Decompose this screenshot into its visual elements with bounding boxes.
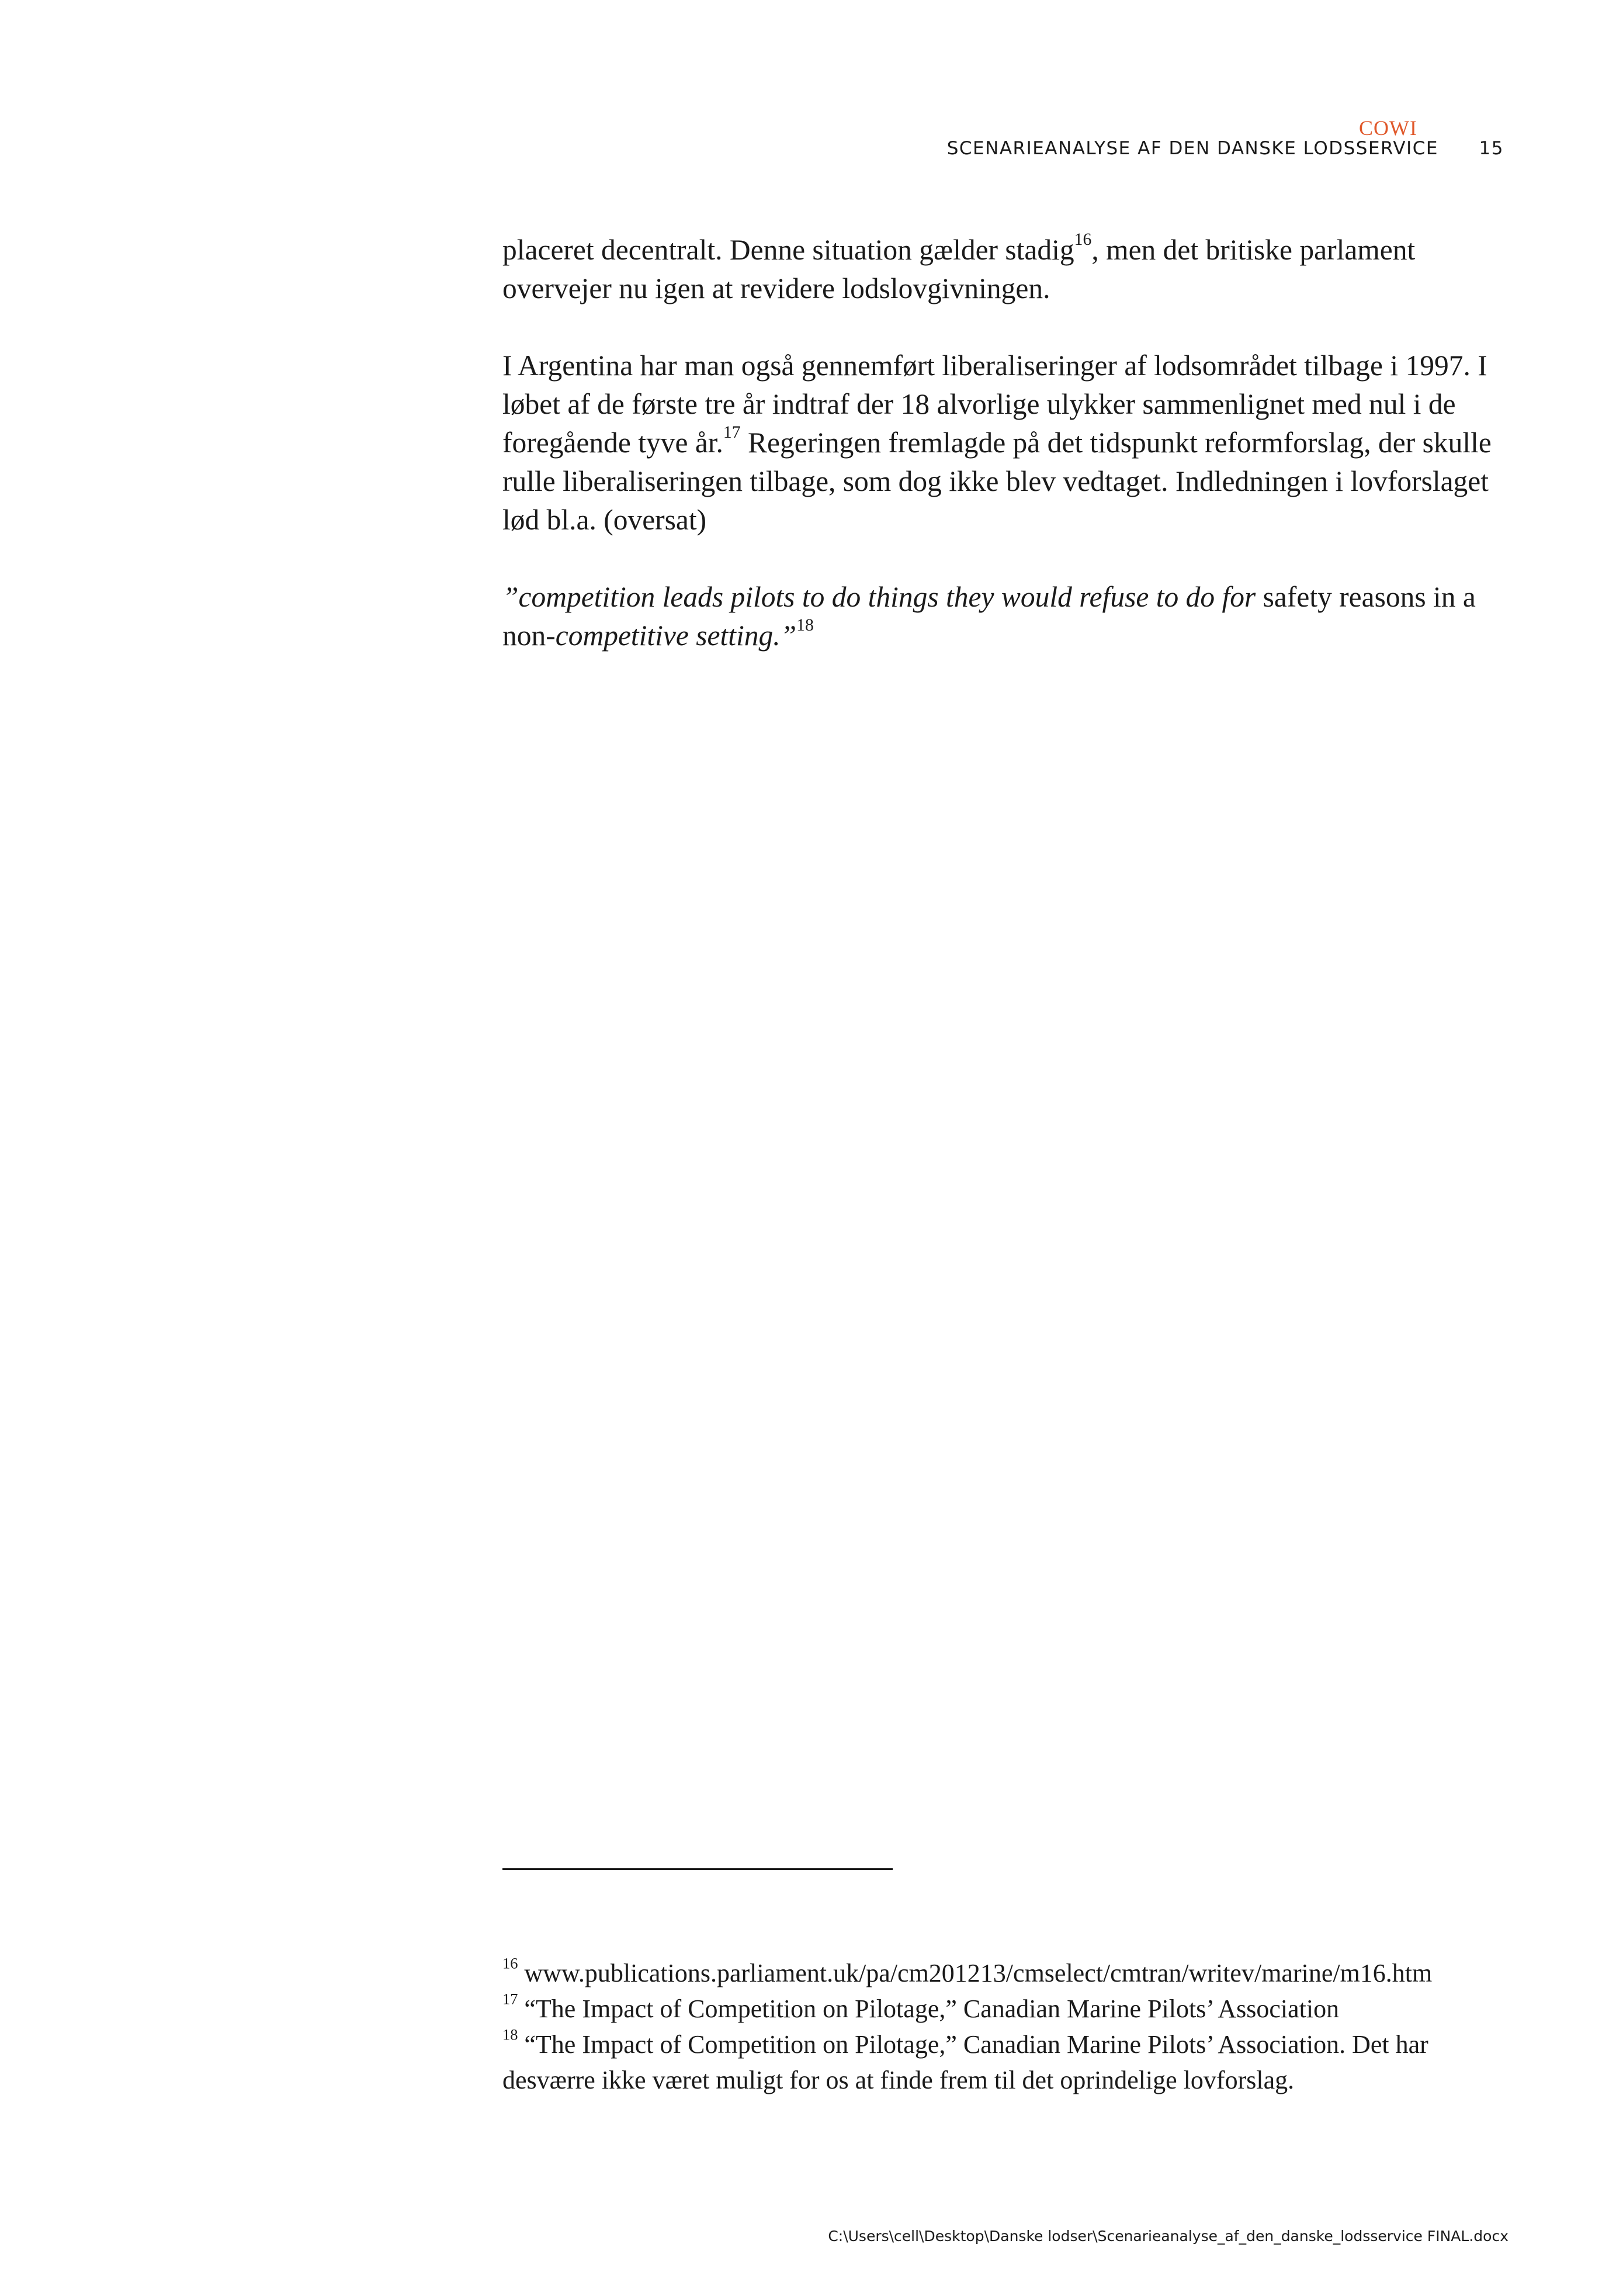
quote-paragraph — [502, 578, 1507, 655]
footnote-text: www.publications.parliament.uk/pa/cm201213/cmselect/cmtran/writev/marine/m16.htm — [518, 1959, 1433, 1987]
footnote-number: 18 — [502, 2025, 518, 2044]
footnotes — [502, 1955, 1507, 2098]
quote-text-italic-1: ”competition leads pilots to do things they would refuse to do for — [502, 581, 1256, 613]
page-header — [686, 116, 1504, 162]
quote-text-italic-2: competitive setting.” — [555, 619, 797, 652]
running-title: SCENARIEANALYSE AF DEN DANSKE LODSSERVICE — [946, 138, 1438, 159]
paragraph-2-text-b: Regeringen fremlagde på det tidspunkt reformforslag, der skulle rulle liberaliseringen tilbage, som dog ikke blev vedtaget. Indledningen i lovforslaget lød bl.a. (oversat) — [502, 427, 1492, 536]
body-text — [502, 231, 1507, 694]
paragraph-2-text-a: I Argentina har man også gennemført liberaliseringer af lodsområdet tilbage i 1997. I løbet af de første tre år indtraf der 18 alvorlige ulykker sammenlignet med nul i de foregående tyve år. — [502, 349, 1487, 459]
footnote-ref-17[interactable]: 17 — [723, 423, 741, 442]
footnote-ref-16[interactable]: 16 — [1074, 230, 1092, 249]
footnote-number: 16 — [502, 1954, 518, 1972]
footnote-number: 17 — [502, 1990, 518, 2008]
footnote-text: “The Impact of Competition on Pilotage,” Canadian Marine Pilots’ Association. Det har desværre ikke været muligt for os at finde frem til det oprindelige lovforslag. — [502, 2030, 1428, 2094]
paragraph-1-text-a: placeret decentralt. Denne situation gælder stadig — [502, 234, 1074, 266]
page-number: 15 — [1479, 138, 1504, 159]
paragraph-1-text-b: , men det britiske parlament overvejer nu igen at revidere lodslovgivningen. — [502, 234, 1416, 304]
footnote-text: “The Impact of Competition on Pilotage,” Canadian Marine Pilots’ Association — [518, 1994, 1340, 2023]
quote-text-regular: safety reasons in a non- — [502, 581, 1476, 652]
footnote-ref-18[interactable]: 18 — [796, 615, 814, 635]
cowi-logo: COWI — [1359, 116, 1417, 140]
footnote-17 — [502, 1991, 1507, 2027]
footer-file-path: C:\Users\cell\Desktop\Danske lodser\Scenarieanalyse_af_den_danske_lodsservice FINAL.docx — [828, 2228, 1508, 2245]
footnote-18 — [502, 2027, 1507, 2098]
paragraph-2 — [502, 347, 1507, 539]
footnote-separator — [502, 1868, 893, 1870]
footnote-16 — [502, 1955, 1507, 1991]
paragraph-1 — [502, 231, 1507, 308]
